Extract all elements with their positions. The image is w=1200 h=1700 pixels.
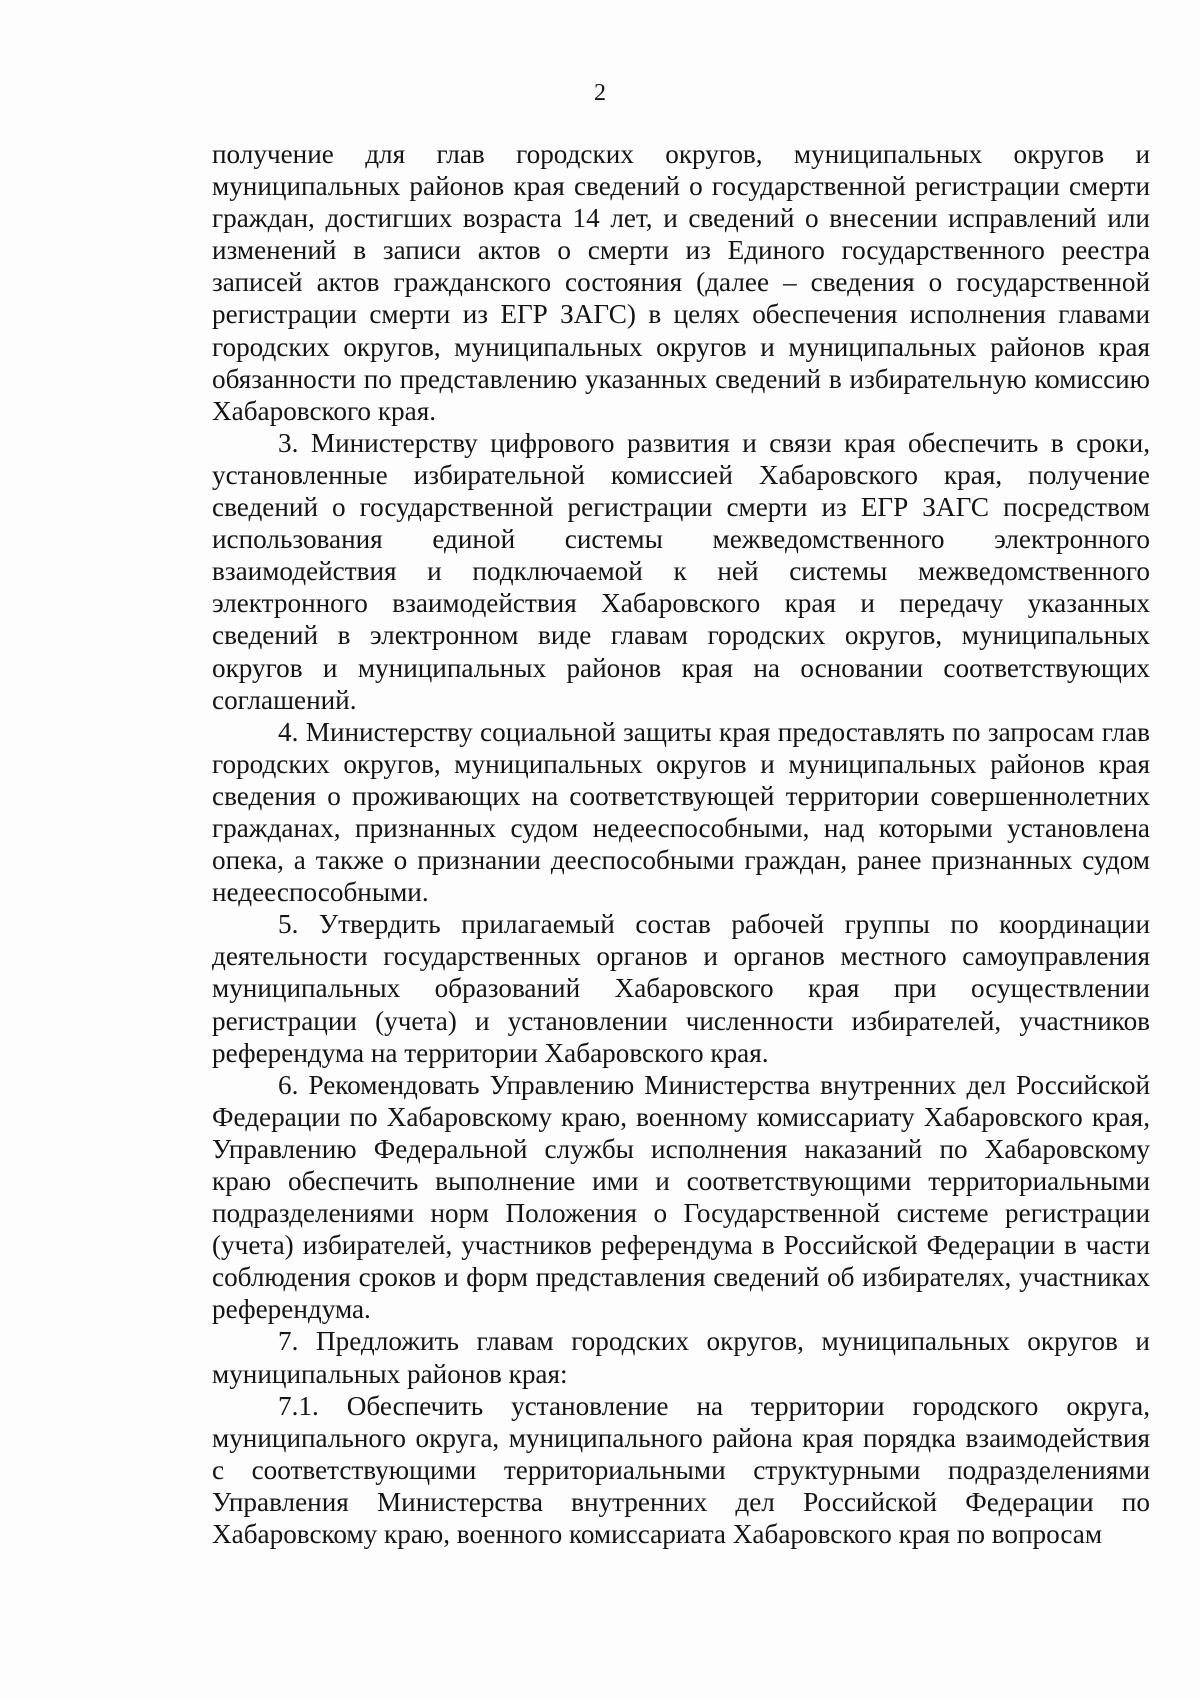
paragraph-item-7-1: 7.1. Обеспечить установление на территории городского округа, муниципального округа, муниципального района края порядка взаимодействия с соответствующими территориальными структурными подразделениями Управления Министерства внутренних дел Российской Федерации по Хабаровскому краю, военного комиссариата Хабаровского края по вопросам [212, 1390, 1150, 1550]
paragraph-item-7: 7. Предложить главам городских округов, муниципальных округов и муниципальных районов края: [212, 1326, 1150, 1389]
paragraph-item-6: 6. Рекомендовать Управлению Министерства внутренних дел Российской Федерации по Хабаровскому краю, военному комиссариату Хабаровского края, Управлению Федеральной службы исполнения наказаний по Хабаровскому краю обеспечить выполнение ими и соответствующими территориальными подразделениями норм Положения о Государственной системе регистрации (учета) избирателей, участников референдума в Российской Федерации в части соблюдения сроков и форм представления сведений об избирателях, участниках референдума. [212, 1069, 1150, 1325]
paragraph-item-4: 4. Министерству социальной защиты края предоставлять по запросам глав городских округов, муниципальных округов и муниципальных районов края сведения о проживающих на соответствующей территории совершеннолетних гражданах, признанных судом недееспособными, над которыми установлена опека, а также о признании дееспособными граждан, ранее признанных судом недееспособными. [212, 716, 1150, 908]
document-body [212, 138, 1150, 1550]
page-number: 2 [594, 80, 606, 106]
paragraph-item-5: 5. Утвердить прилагаемый состав рабочей группы по координации деятельности государственных органов и органов местного самоуправления муниципальных образований Хабаровского края при осуществлении регистрации (учета) и установлении численности избирателей, участников референдума на территории Хабаровского края. [212, 909, 1150, 1068]
paragraph-continuation: получение для глав городских округов, муниципальных округов и муниципальных районов края сведений о государственной регистрации смерти граждан, достигших возраста 14 лет, и сведений о внесении исправлений или изменений в записи актов о смерти из Единого государственного реестра записей актов гражданского состояния (далее – сведения о государственной регистрации смерти из ЕГР ЗАГС) в целях обеспечения исполнения главами городских округов, муниципальных округов и муниципальных районов края обязанности по представлению указанных сведений в избирательную комиссию Хабаровского края. [212, 139, 1150, 426]
paragraph-item-3: 3. Министерству цифрового развития и связи края обеспечить в сроки, установленные избирательной комиссией Хабаровского края, получение сведений о государственной регистрации смерти из ЕГР ЗАГС посредством использования единой системы межведомственного электронного взаимодействия и подключаемой к ней системы межведомственного электронного взаимодействия Хабаровского края и передачу указанных сведений в электронном виде главам городских округов, муниципальных округов и муниципальных районов края на основании соответствующих соглашений. [212, 427, 1150, 715]
